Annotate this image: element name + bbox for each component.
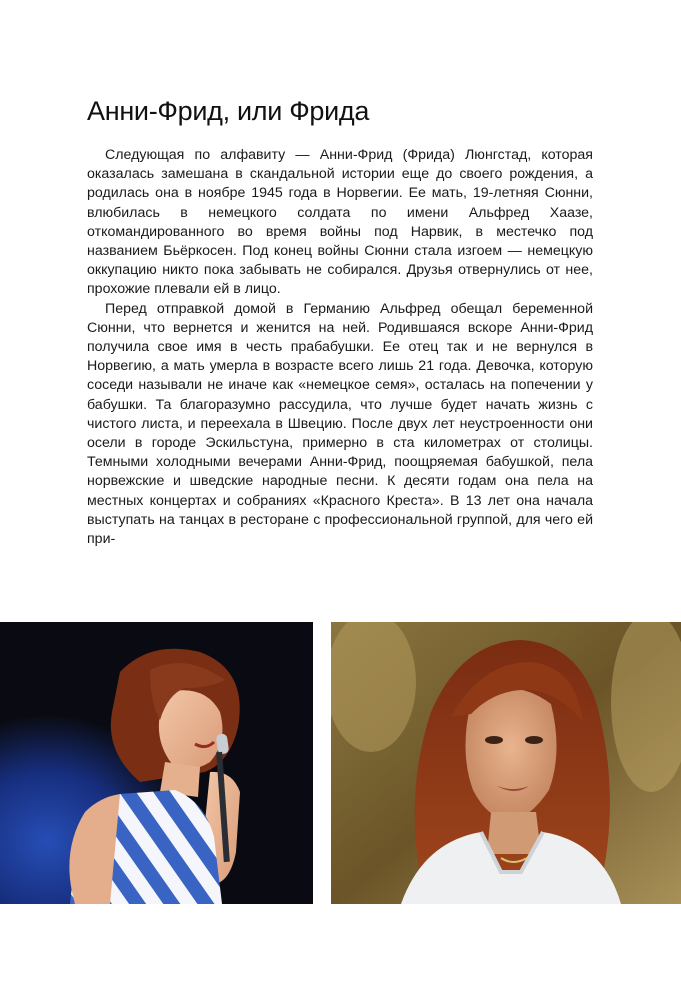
portrait-photo-illustration bbox=[331, 622, 681, 904]
paragraph-2: Перед отправкой домой в Германию Альфред обещал беременной Сюнни, что вернется и женится на ней. Родившаяся вскоре Анни-Фрид получила свое имя в честь прабабушки. Ее отец так и не вернулся в Норвегию, а мать умерла в возрасте всего лишь 21 года. Девочка, которую соседи называли не иначе как «немецкое семя», осталась на попечении у бабушки. Та благоразумно рассудила, что лучше будет начать жизнь с чистого листа, и переехала в Швецию. После двух лет неустроенности они осели в городе Эскильстуна, примерно в ста километрах от столицы. Темными холодными вечерами Анни-Фрид, поощряемая бабушкой, пела норвежские и шведские народные песни. К десяти годам она пела на местных концертах и собраниях «Красного Креста». В 13 лет она начала выступать на танцах в ресторане с профессиональной группой, для чего ей при- bbox=[87, 300, 593, 548]
article-body bbox=[87, 146, 593, 549]
stage-photo-illustration bbox=[0, 622, 313, 904]
paragraph-1: Следующая по алфавиту — Анни-Фрид (Фрида) Люнгстад, которая оказалась замешана в скандальной истории еще до своего рождения, а родилась она в ноябре 1945 года в Норвегии. Ее мать, 19-летняя Сюнни, влюбилась в немецкого солдата по имени Альфред Хаазе, откомандированного во время войны под Нарвик, в местечко под названием Бьёркосен. Под конец войны Сюнни стала изгоем — немецкую оккупацию никто пока забывать не собирался. Друзья отвернулись от нее, прохожие плевали ей в лицо. bbox=[87, 147, 593, 298]
page-title: Анни-Фрид, или Фрида bbox=[87, 96, 370, 126]
photo-singer-on-stage bbox=[0, 622, 313, 904]
photo-portrait-outdoors bbox=[331, 622, 681, 904]
